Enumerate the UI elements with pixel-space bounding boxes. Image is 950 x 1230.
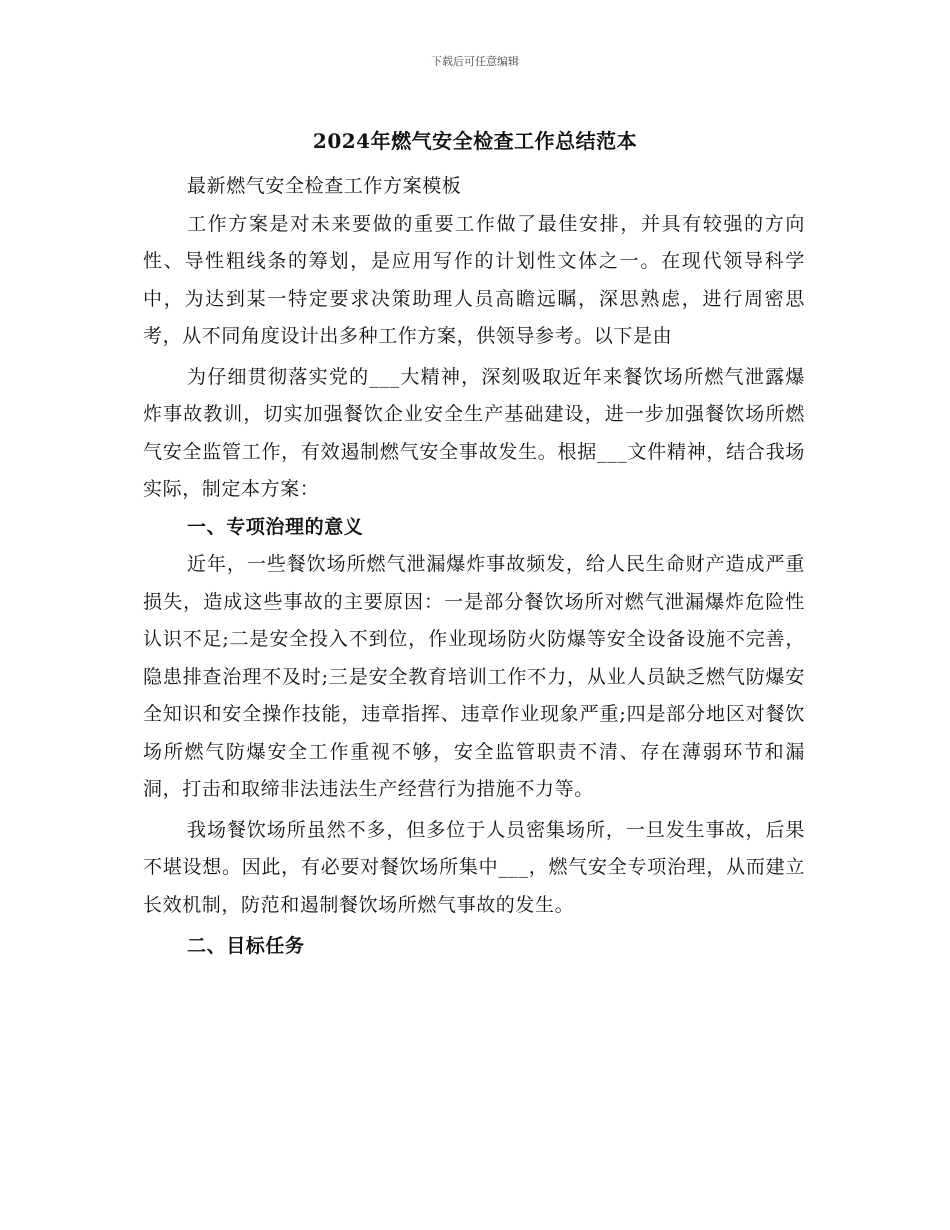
- document-title: 2024年燃气安全检查工作总结范本: [312, 129, 638, 153]
- paragraph-purpose: 为仔细贯彻落实党的___大精神，深刻吸取近年来餐饮场所燃气泄露爆炸事故教训，切实加强餐饮企业安全生产基础建设，进一步加强餐饮场所燃气安全监管工作，有效遏制燃气安全事故发生。根据___文件精神，结合我场实际，制定本方案：: [143, 365, 805, 500]
- paragraph-causes: 近年，一些餐饮场所燃气泄漏爆炸事故频发，给人民生命财产造成严重损失，造成这些事故的主要原因：一是部分餐饮场所对燃气泄漏爆炸危险性认识不足;二是安全投入不到位，作业现场防火防爆等安全设备设施不完善，隐患排查治理不及时;三是安全教育培训工作不力，从业人员缺乏燃气防爆安全知识和安全操作技能，违章指挥、违章作业现象严重;四是部分地区对餐饮场所燃气防爆安全工作重视不够，安全监管职责不清、存在薄弱环节和漏洞，打击和取缔非法违法生产经营行为措施不力等。: [143, 553, 805, 800]
- section-heading-goals: 二、目标任务: [187, 935, 305, 957]
- paragraph-intro: 工作方案是对未来要做的重要工作做了最佳安排，并具有较强的方向性、导性粗线条的筹划，是应用写作的计划性文体之一。在现代领导科学中，为达到某一特定要求决策助理人员高瞻远瞩，深思熟虑，进行周密思考，从不同角度设计出多种工作方案，供领导参考。以下是由: [143, 212, 805, 347]
- paragraph-subtitle: 最新燃气安全检查工作方案模板: [187, 175, 462, 197]
- paragraph-necessity: 我场餐饮场所虽然不多，但多位于人员密集场所，一旦发生事故，后果不堪设想。因此，有必要对餐饮场所集中___，燃气安全专项治理，从而建立长效机制，防范和遏制餐饮场所燃气事故的发生。: [143, 818, 805, 916]
- header-note: 下载后可任意编辑: [431, 55, 519, 68]
- section-heading-significance: 一、专项治理的意义: [187, 515, 364, 538]
- document-body: [143, 168, 805, 966]
